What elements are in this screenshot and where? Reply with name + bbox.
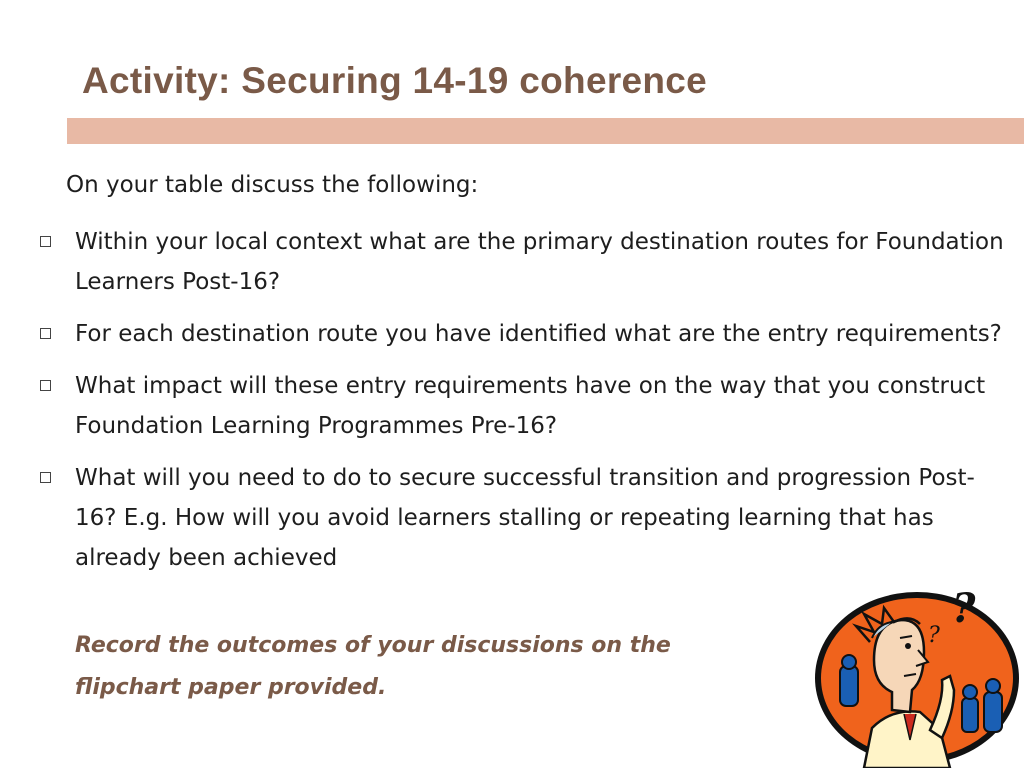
list-item bbox=[0, 458, 1024, 578]
discussion-list bbox=[0, 222, 1024, 590]
hollow-square-bullet-icon bbox=[40, 380, 51, 391]
svg-text:?: ? bbox=[952, 585, 976, 632]
instruction-note: Record the outcomes of your discussions on the flipchart paper provided. bbox=[75, 633, 671, 700]
hollow-square-bullet-icon bbox=[40, 236, 51, 247]
list-item bbox=[0, 222, 1024, 302]
hollow-square-bullet-icon bbox=[40, 328, 51, 339]
title-underline-bar bbox=[67, 118, 1024, 144]
list-item bbox=[0, 314, 1024, 354]
list-item-text: What will you need to do to secure successful transition and progression Post-16? E.g. How will you avoid learners stalling or repeating learning that has already been achieved bbox=[75, 465, 975, 571]
list-item-text: What impact will these entry requirements have on the way that you construct Foundation Learning Programmes Pre-16? bbox=[75, 373, 986, 439]
list-item-text: Within your local context what are the primary destination routes for Foundation Learners Post-16? bbox=[75, 229, 1004, 295]
slide-title: Activity: Securing 14-19 coherence bbox=[82, 60, 708, 101]
svg-text:?: ? bbox=[928, 623, 940, 648]
intro-text: On your table discuss the following: bbox=[66, 172, 479, 198]
list-item-text: For each destination route you have identified what are the entry requirements? bbox=[75, 321, 1002, 347]
list-item bbox=[0, 366, 1024, 446]
thinking-man-question-marks-icon bbox=[812, 580, 1024, 768]
hollow-square-bullet-icon bbox=[40, 472, 51, 483]
